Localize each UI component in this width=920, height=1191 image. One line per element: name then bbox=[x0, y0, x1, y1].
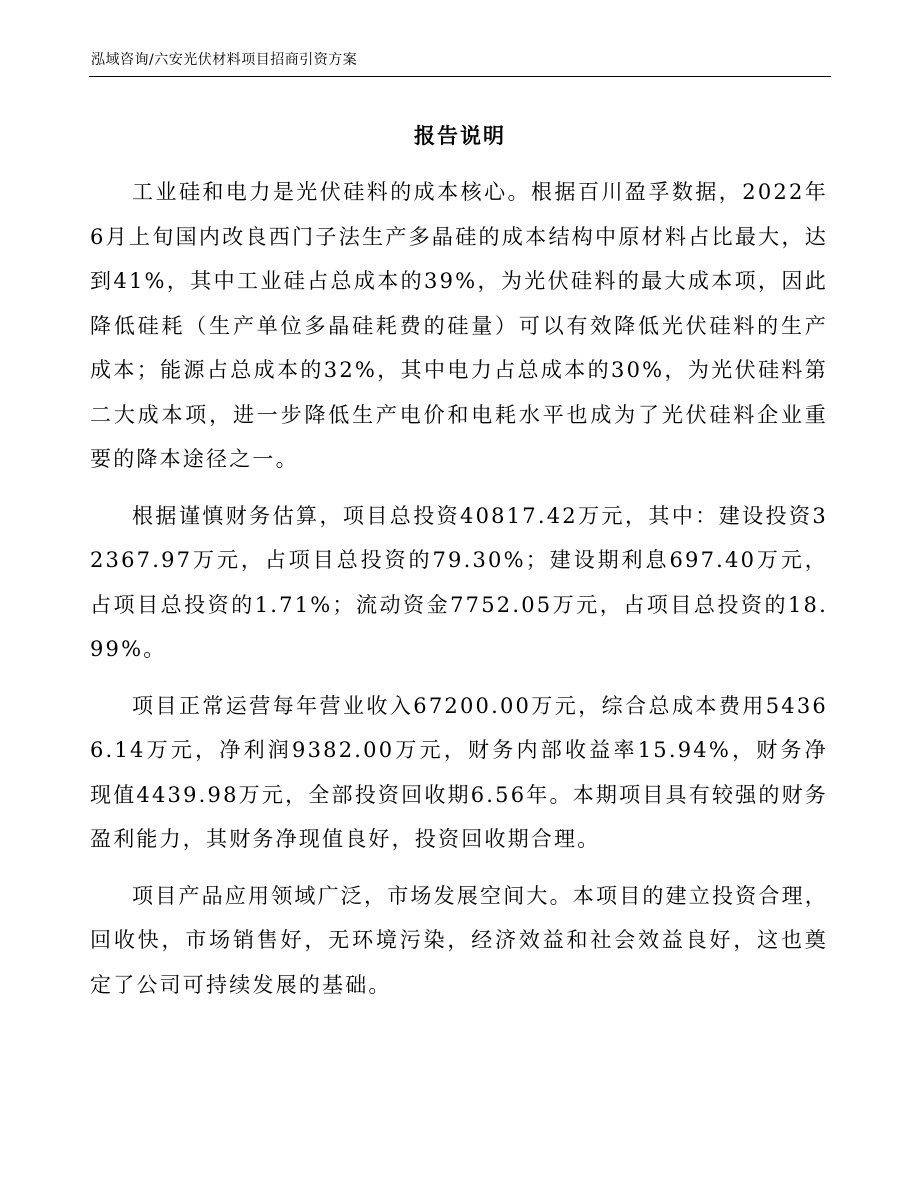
paragraph-outlook: 项目产品应用领域广泛，市场发展空间大。本项目的建立投资合理，回收快，市场销售好，无环境污染，经济效益和社会效益良好，这也奠定了公司可持续发展的基础。 bbox=[90, 883, 828, 997]
running-header: 泓域咨询/六安光伏材料项目招商引资方案 bbox=[91, 52, 358, 68]
header-divider bbox=[89, 76, 831, 77]
page-title: 报告说明 bbox=[414, 124, 506, 148]
paragraph-financials: 项目正常运营每年营业收入67200.00万元，综合总成本费用54366.14万元，净利润9382.00万元，财务内部收益率15.94%，财务净现值4439.98万元，全部投资回收期6.56年。本期项目具有较强的财务盈利能力，其财务净现值良好，投资回收期合理。 bbox=[90, 693, 828, 851]
paragraph-investment: 根据谨慎财务估算，项目总投资40817.42万元，其中：建设投资32367.97万元，占项目总投资的79.30%；建设期利息697.40万元，占项目总投资的1.71%；流动资金7752.05万元，占项目总投资的18.99%。 bbox=[90, 503, 828, 661]
report-body bbox=[90, 170, 828, 1019]
paragraph-cost-structure: 工业硅和电力是光伏硅料的成本核心。根据百川盈孚数据，2022年6月上旬国内改良西门子法生产多晶硅的成本结构中原材料占比最大，达到41%，其中工业硅占总成本的39%，为光伏硅料的最大成本项，因此降低硅耗（生产单位多晶硅耗费的硅量）可以有效降低光伏硅料的生产成本；能源占总成本的32%，其中电力占总成本的30%，为光伏硅料第二大成本项，进一步降低生产电价和电耗水平也成为了光伏硅料企业重要的降本途径之一。 bbox=[90, 180, 828, 471]
